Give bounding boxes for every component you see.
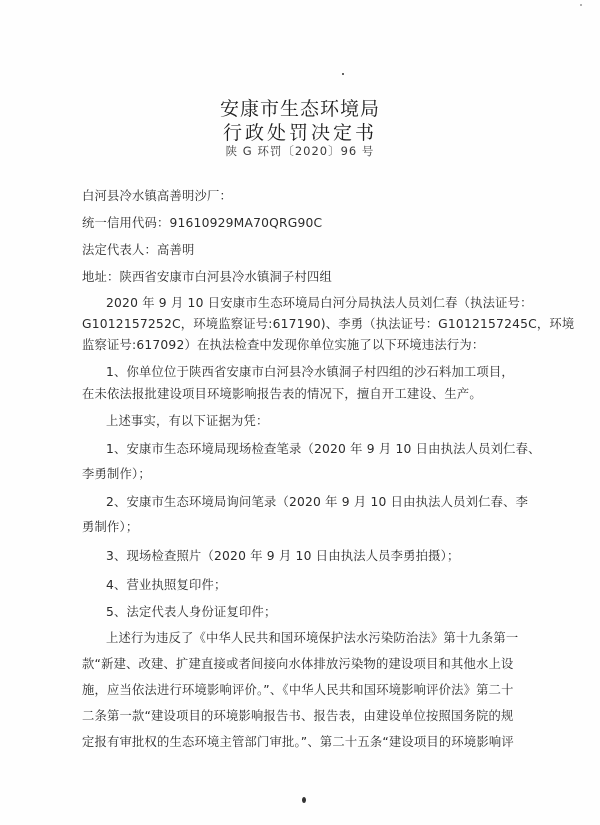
- body-line: 5、法定代表人身份证复印件；: [106, 605, 277, 619]
- body-line: 1、你单位位于陕西省安康市白河县冷水镇洞子村四组的沙石料加工项目，: [106, 365, 514, 379]
- document-agency-title: 安康市生态环境局: [219, 98, 380, 120]
- body-line: 监察证号:617092）在执法检查中发现你单位实施了以下环境违法行为：: [82, 338, 485, 352]
- scan-speck-top: [342, 73, 344, 75]
- body-line: 4、营业执照复印件；: [106, 578, 227, 592]
- body-line: 上述行为违反了《中华人民共和国环境保护法水污染防治法》第十九条第一: [106, 631, 519, 645]
- party-legal-rep: 法定代表人：高善明: [82, 243, 195, 257]
- body-line: 定报有审批权的生态环境主管部门审批。”、第二十五条“建设项目的环境影响评: [82, 735, 514, 749]
- scan-speck-corner: [580, 4, 582, 6]
- body-line: 上述事实，有以下证据为凭：: [106, 414, 269, 428]
- party-address: 地址：陕西省安康市白河县冷水镇洞子村四组: [82, 270, 332, 284]
- body-line: G1012157252C，环境监察证号:617190)、李勇（执法证号：G1012157245C，环境: [82, 317, 575, 331]
- scan-speck-bottom: [302, 797, 306, 803]
- document-type-title: 行政处罚决定书: [222, 122, 377, 144]
- body-line: 在未依法报批建设项目环境影响报告表的情况下，擅自开工建设、生产。: [82, 387, 482, 401]
- party-credit-code: 统一信用代码：91610929MA70QRG90C: [82, 216, 323, 230]
- document-number: 陕 G 环罚〔2020〕96 号: [225, 144, 375, 158]
- body-line: 1、安康市生态环境局现场检查笔录（2020 年 9 月 10 日由执法人员刘仁春、: [106, 442, 541, 456]
- body-line: 2、安康市生态环境局询问笔录（2020 年 9 月 10 日由执法人员刘仁春、李: [106, 495, 529, 509]
- body-line: 施，应当依法进行环境影响评价。”、《中华人民共和国环境影响评价法》第二十: [82, 683, 514, 697]
- body-line: 勇制作）；: [82, 520, 139, 534]
- body-line: 3、现场检查照片（2020 年 9 月 10 日由执法人员李勇拍摄）；: [106, 549, 460, 563]
- body-line: 李勇制作）；: [82, 467, 151, 481]
- body-line: 二条第一款“建设项目的环境影响报告书、报告表，由建设单位按照国务院的规: [82, 709, 514, 723]
- body-line: 款“新建、改建、扩建直接或者间接向水体排放污染物的建设项目和其他水上设: [82, 657, 514, 671]
- party-name: 白河县冷水镇高善明沙厂：: [82, 189, 232, 203]
- body-line: 2020 年 9 月 10 日安康市生态环境局白河分局执法人员刘仁春（执法证号：: [106, 296, 533, 310]
